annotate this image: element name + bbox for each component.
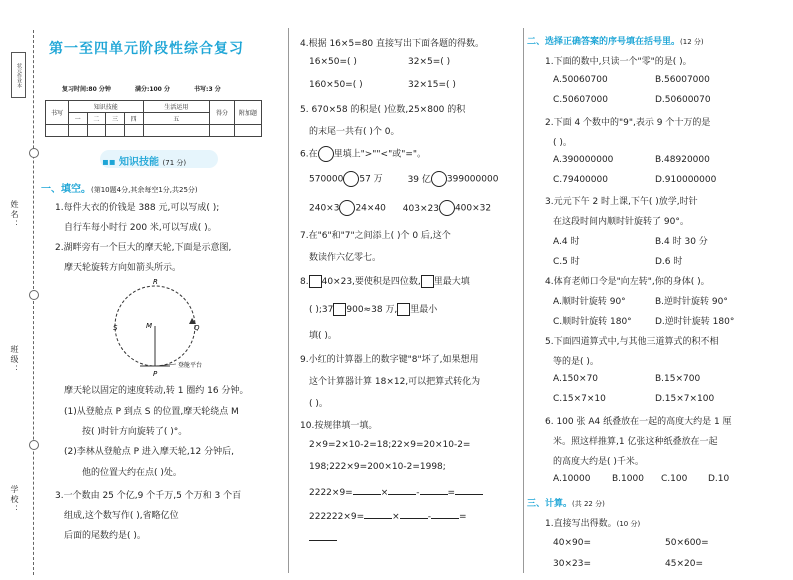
q10-op-e: - [427,512,431,522]
q3-line1: 3.一个数由 25 个亿,9 个千万,5 个万和 3 个百 [55,491,242,501]
score-cell[interactable] [143,125,210,137]
q2-line4: (1)从登舱点 P 到点 S 的位置,摩天轮绕点 M [64,407,239,417]
punch-hole [29,290,39,300]
fill-box[interactable] [309,275,322,288]
q9-line1: 9.小红的计算器上的数字键"8"坏了,如果想用 [300,355,479,365]
c6-line1: 6. 100 张 A4 纸叠放在一起的高度大约是 1 厘 [545,417,732,427]
q10-op-f: = [458,512,467,522]
c4-option-a: A.顺时针旋转 90° [553,297,626,307]
section-2-label: 二、选择正确答案的序号填在括号里。 [527,37,681,47]
q10-line5 [309,510,467,522]
full-score: 满分:100 分 [134,86,170,93]
calc-d: 45×20= [665,559,703,569]
c5-line2: 等的是( )。 [553,357,599,367]
section-3-label: 三、计算。 [527,499,573,509]
c6-option-b: B.1000 [612,474,644,484]
compare-circle[interactable] [343,171,359,187]
q10-op-b: - [416,488,420,498]
c5-option-d: D.15×7×100 [655,394,715,404]
score-header: 生活运用 [143,101,210,113]
q10-op-d: × [392,512,400,522]
column-divider [288,28,289,573]
q8-line2 [309,302,437,316]
compare-circle[interactable] [431,171,447,187]
q5-line2: 的末尾一共有( )个 0。 [309,127,400,137]
q8-text-c: 里最大填 [433,277,470,287]
section-1-note: (第10题4分,其余每空1分,共25分) [91,186,198,194]
answer-blank[interactable] [400,510,428,519]
c1-option-b: B.56007000 [655,75,710,85]
handwriting-score: 书写:3 分 [194,86,221,93]
point-q: Q [194,324,200,332]
q1-line1: 1.每件大衣的价钱是 388 元,可以写成( ); [55,203,220,213]
calc-b: 50×600= [665,538,709,548]
class-label: 班级： [10,345,19,375]
q6-row2 [309,200,491,216]
c3-option-b: B.4 时 30 分 [655,237,708,247]
q4-line1: 4.根据 16×5=80 直接写出下面各题的得数。 [300,39,485,49]
q3-line2: 组成,这个数写作( ),省略亿位 [64,511,179,521]
c1-option-a: A.50060700 [553,75,608,85]
q9-line2: 这个计算器计算 18×12,可以把算式转化为 [309,377,481,387]
c6-line3: 的高度大约是( )千米。 [553,457,644,467]
q6-d1: 403×23 [402,203,439,214]
q7-line2: 数读作六亿零七。 [309,253,382,263]
c3-option-c: C.5 时 [553,257,580,267]
q1-line2: 自行车每小时行 200 米,可以写成( )。 [64,223,217,233]
q2-line1: 2.湖畔旁有一个巨大的摩天轮,下面是示意图, [55,243,232,253]
answer-blank[interactable] [420,486,448,495]
q6-text-b: 里填上">""<"或"="。 [333,149,427,160]
q6-b1: 39 亿 [407,174,431,185]
compare-circle[interactable] [318,146,334,162]
c4-option-b: B.逆时针旋转 90° [655,297,728,307]
c4-option-c: C.顺时针旋转 180° [553,317,632,327]
ferris-wheel-figure [100,278,250,378]
q8-line1 [300,274,470,288]
q6-c1: 240×3 [309,203,340,214]
c6-option-c: C.100 [661,474,688,484]
q8-text-f: 里最小 [410,305,438,315]
answer-blank[interactable] [364,510,392,519]
c2-option-b: B.48920000 [655,155,710,165]
c6-option-a: A.10000 [553,474,591,484]
fill-box[interactable] [397,303,410,316]
score-header: 书写 [46,101,69,125]
q10-eq-b: 222222×9= [309,512,365,522]
score-cell[interactable] [210,125,235,137]
q10-op-a: × [380,488,389,498]
binding-strip [0,0,40,580]
calc-c: 30×23= [553,559,591,569]
score-subheader: 二 [87,113,106,125]
q4-d: 32×15=( ) [408,80,456,90]
section-knowledge-label: 知识技能 [119,157,160,168]
score-cell[interactable] [235,125,262,137]
score-cell[interactable] [106,125,125,137]
q10-line4 [309,486,483,498]
calc-note: (10 分) [616,520,641,528]
q2-line2: 摩天轮旋转方向如箭头所示。 [64,263,182,273]
compare-circle[interactable] [439,200,455,216]
point-m: M [146,322,153,330]
q8-text-d: ( );37 [309,305,334,315]
score-subheader: 三 [106,113,125,125]
binding-line [33,30,34,575]
dots-icon: ▪▪ [102,157,116,168]
name-label: 姓名： [10,200,19,230]
c5-option-c: C.15×7×10 [553,394,606,404]
section-1-title [41,180,198,195]
punch-hole [29,440,39,450]
section-knowledge-score: (71 分) [162,159,187,167]
calc-line1 [545,516,640,529]
q4-c: 160×50=( ) [309,80,363,90]
q10-line6 [309,532,337,544]
score-cell[interactable] [124,125,143,137]
c6-option-d: D.10 [708,474,730,484]
q6-d2: 400×32 [454,203,492,214]
q2-line6: (2)李林从登舱点 P 进入摩天轮,12 分钟后, [64,447,234,457]
exam-time: 复习时间:80 分钟 [62,86,111,93]
section-3-title [527,496,605,509]
column-divider [523,28,524,573]
score-cell[interactable] [46,125,69,137]
calc-a: 40×90= [553,538,591,548]
page-title: 第一至四单元阶段性综合复习 [49,41,244,57]
c2-line1: 2.下面 4 个数中的"9",表示 9 个十万的是 [545,118,711,128]
q2-line5: 按( )时针方向旋转了( )°。 [82,427,188,437]
c1-option-d: D.50600070 [655,95,711,105]
stamp-label: 状元作业本 [11,52,26,98]
q6-line1 [300,146,426,162]
platform-label: 登舱平台 [178,362,203,369]
fill-box[interactable] [333,303,346,316]
score-header: 附加题 [235,101,262,125]
q8-text-e: 900≈38 万, [346,305,398,315]
score-header: 知识技能 [69,101,144,113]
q3-line3: 后面的尾数约是( )。 [64,531,146,541]
score-table [45,100,262,137]
q10-eq-a: 2222×9= [309,488,353,498]
q10-line2: 2×9=2×10-2=18;22×9=20×10-2= [309,440,471,450]
score-subheader: 五 [143,113,210,125]
score-subheader: 一 [69,113,88,125]
q6-a1: 570000 [309,174,344,185]
point-r: R [153,278,158,286]
q2-line7: 他的位置大约在点( )处。 [82,468,182,478]
q6-row1 [309,171,498,187]
q2-line3: 摩天轮以固定的速度转动,转 1 圈约 16 分钟。 [64,386,249,396]
score-cell[interactable] [87,125,106,137]
c3-option-a: A.4 时 [553,237,580,247]
q4-a: 16×50=( ) [309,57,357,67]
section-2-title [527,34,704,47]
section-3-note: (共 22 分) [572,500,605,508]
answer-blank[interactable] [455,486,483,495]
c6-line2: 米。照这样推算,1 亿张这种纸叠放在一起 [553,437,718,447]
q9-line3: ( )。 [309,399,328,409]
c4-line1: 4.体育老师口令是"向左转",你的身体( )。 [545,277,710,287]
q6-b2: 399000000 [446,174,499,185]
q8-text-b: 40×23,要使积是四位数, [321,277,421,287]
q10-line1: 10.按规律填一填。 [300,421,378,431]
exam-meta [62,84,221,93]
q6-text-a: 6.在 [300,149,318,160]
c4-option-d: D.逆时针旋转 180° [655,317,735,327]
point-p: P [153,370,158,378]
answer-blank[interactable] [309,532,337,541]
q5-line1: 5. 670×58 的积是( )位数,25×800 的积 [300,105,466,115]
c5-option-b: B.15×700 [655,374,701,384]
answer-blank[interactable] [388,486,416,495]
c3-line1: 3.元元下午 2 时上课,下午( )放学,时针 [545,197,698,207]
section-1-label: 一、填空。 [41,184,91,195]
q6-c2: 24×40 [355,203,386,214]
c2-option-d: D.910000000 [655,175,717,185]
q8-text-a: 8. [300,277,309,287]
fill-box[interactable] [421,275,434,288]
section-2-note: (12 分) [680,38,704,46]
score-cell[interactable] [69,125,88,137]
c2-line2: ( )。 [553,138,572,148]
c3-option-d: D.6 时 [655,257,683,267]
q10-line3: 198;222×9=200×10-2=1998; [309,462,446,472]
answer-blank[interactable] [353,486,381,495]
school-label: 学校： [10,485,19,515]
c3-line2: 在这段时间内顺时针旋转了 90°。 [553,217,689,227]
q10-op-c: = [447,488,456,498]
q8-line3: 填( )。 [309,331,337,341]
score-subheader: 四 [124,113,143,125]
q4-b: 32×5=( ) [408,57,451,67]
c5-option-a: A.150×70 [553,374,599,384]
point-s: S [113,324,118,332]
section-knowledge [102,153,186,168]
c5-line1: 5.下面四道算式中,与其他三道算式的积不相 [545,337,719,347]
c2-option-c: C.79400000 [553,175,608,185]
score-header: 得分 [210,101,235,125]
answer-blank[interactable] [431,510,459,519]
c1-question: 1.下面的数中,只读一个"零"的是( )。 [545,57,692,67]
q6-a2: 57 万 [359,174,383,185]
q7-line1: 7.在"6"和"7"之间添上( )个 0 后,这个 [300,231,451,241]
calc-instruction: 1.直接写出得数。 [545,519,617,529]
punch-hole [29,148,39,158]
c2-option-a: A.390000000 [553,155,614,165]
compare-circle[interactable] [339,200,355,216]
c1-option-c: C.50607000 [553,95,608,105]
